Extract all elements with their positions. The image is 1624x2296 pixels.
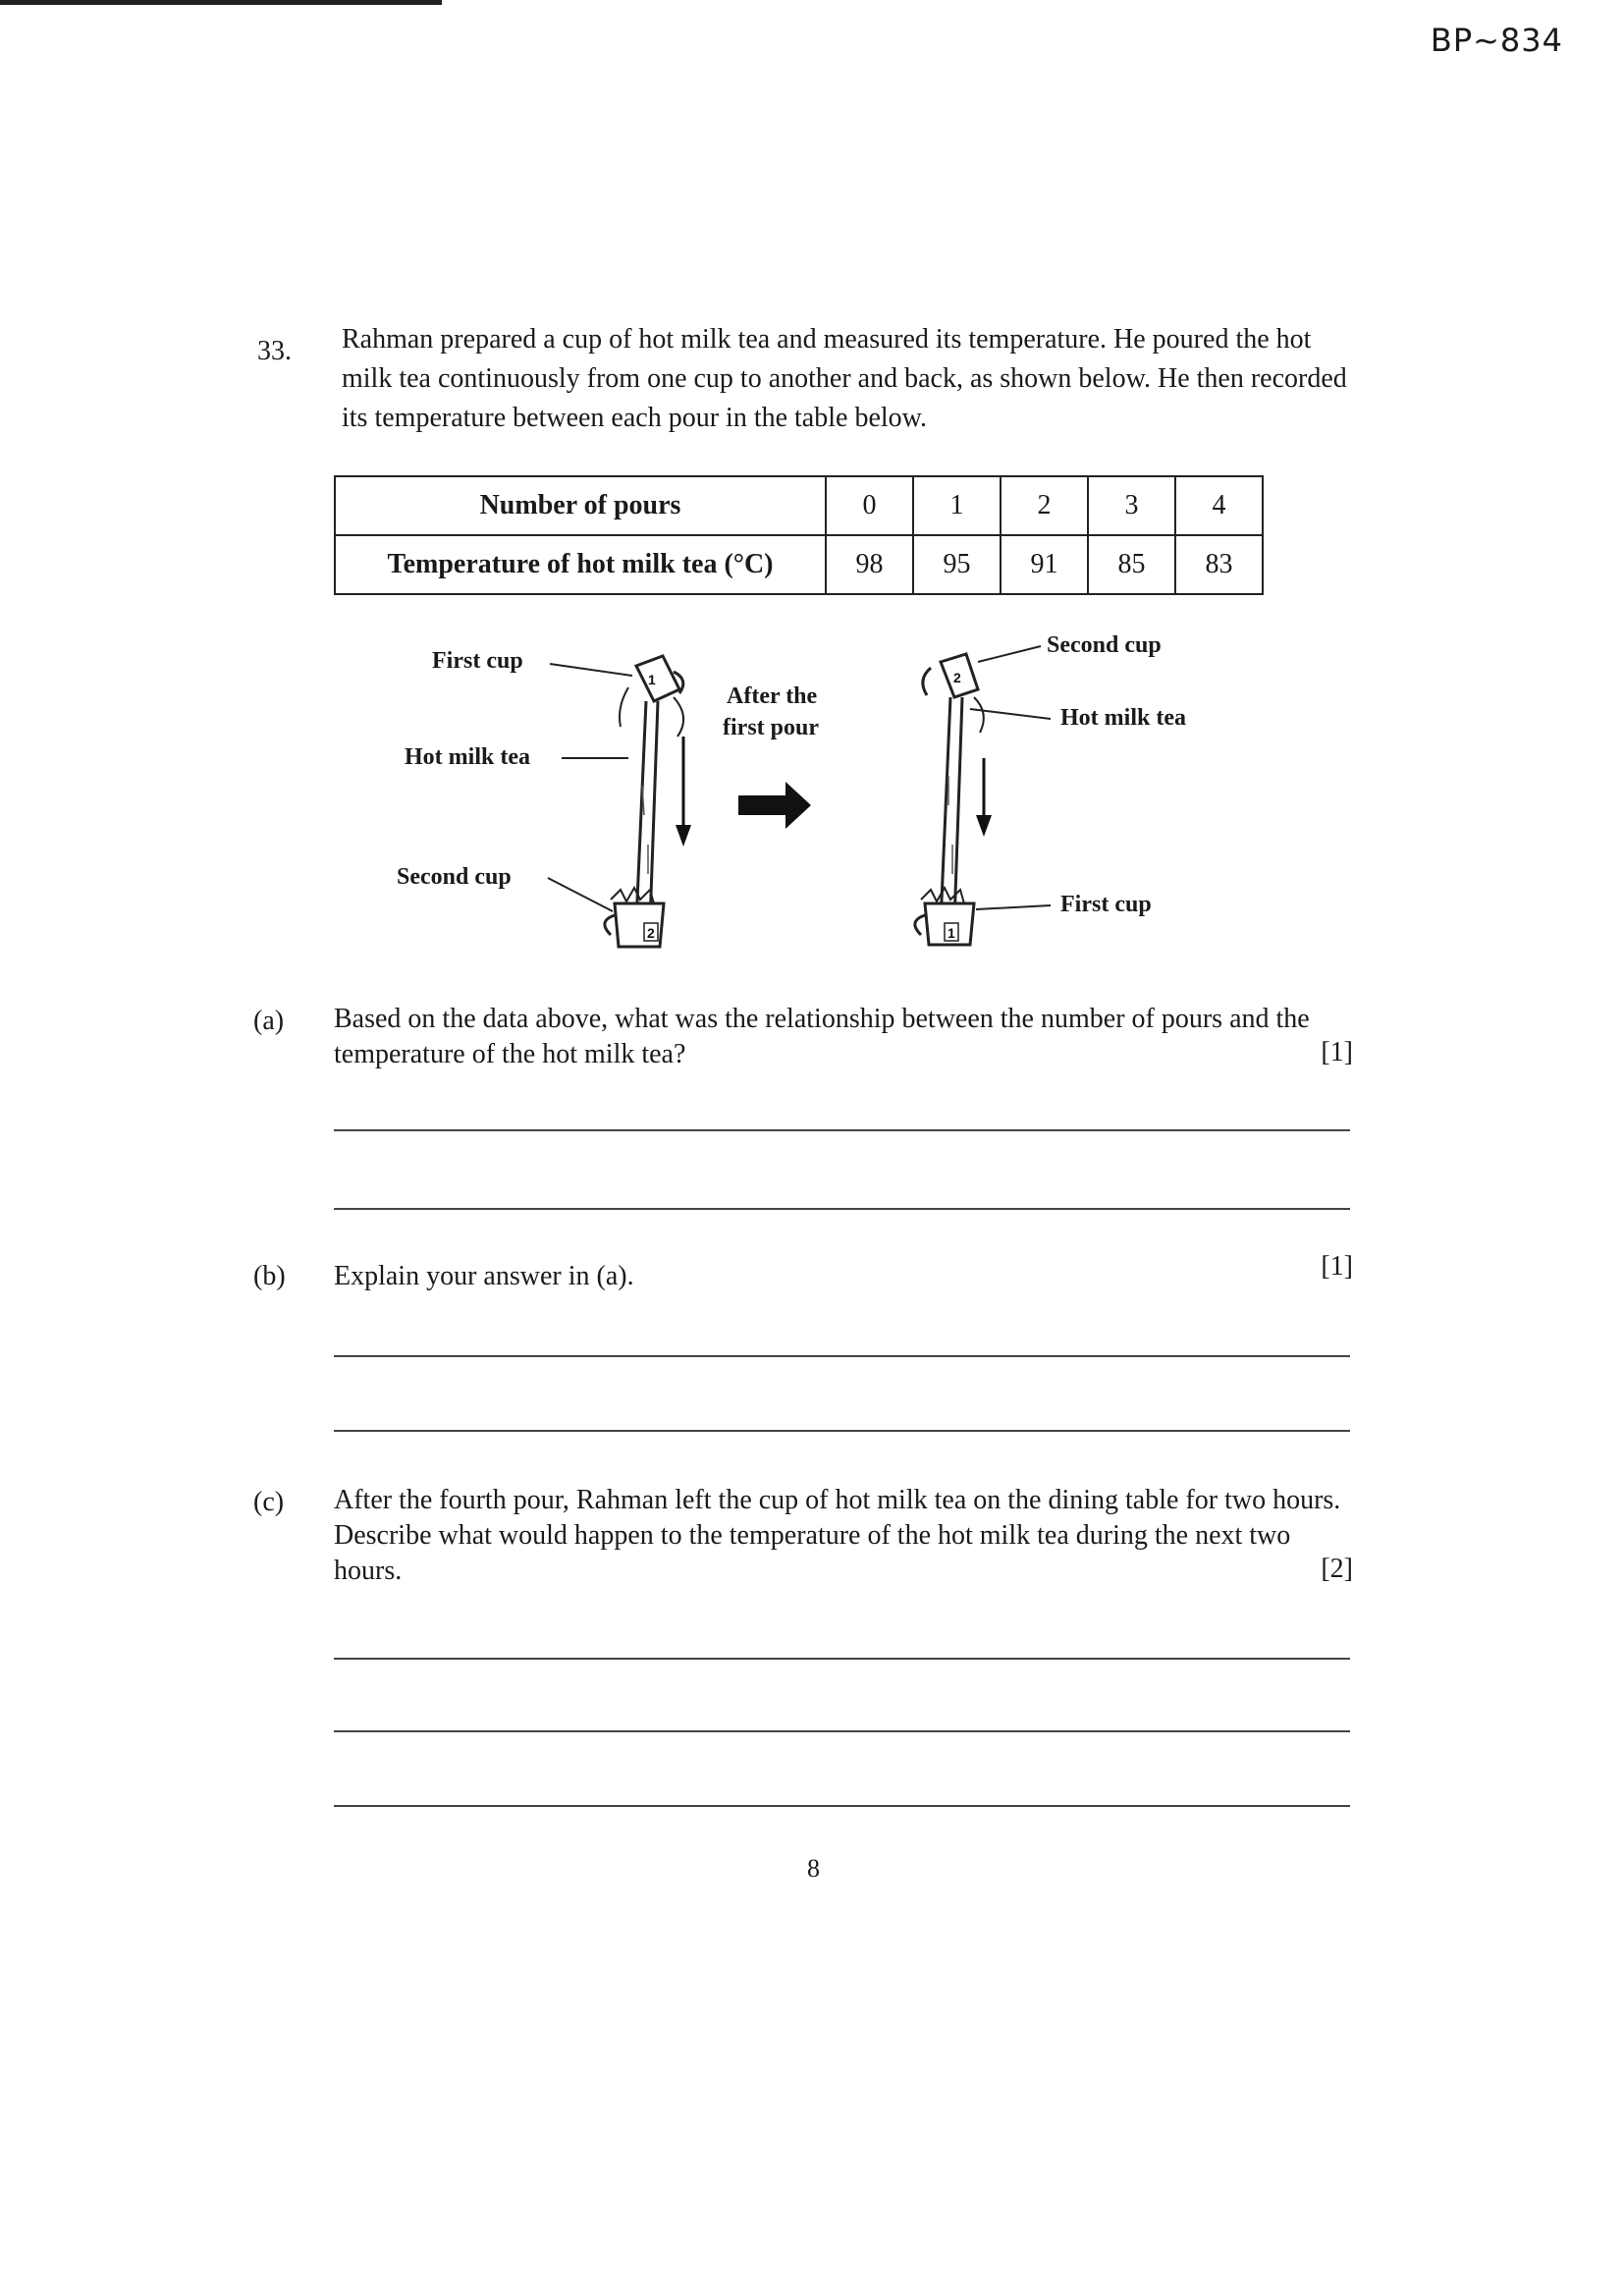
leader-line — [970, 709, 1051, 719]
answer-line[interactable] — [334, 1805, 1350, 1807]
leader-line — [548, 878, 613, 911]
temperature-cell: 95 — [913, 535, 1001, 594]
label-hot-milk-tea: Hot milk tea — [405, 744, 530, 770]
pours-cell: 2 — [1001, 476, 1088, 535]
tea-stream — [636, 701, 658, 923]
cup-number-1: 1 — [947, 925, 955, 941]
row-header-temperature: Temperature of hot milk tea (°C) — [335, 535, 826, 594]
answer-line[interactable] — [334, 1129, 1350, 1131]
top-rule — [0, 0, 442, 5]
cup-number-1: 1 — [648, 672, 656, 687]
leader-line — [978, 646, 1041, 662]
temperature-cell: 85 — [1088, 535, 1175, 594]
pours-cell: 0 — [826, 476, 913, 535]
temperature-cell: 91 — [1001, 535, 1088, 594]
bottom-cup-icon — [915, 888, 974, 945]
table-row — [335, 476, 1263, 535]
pouring-diagram — [383, 629, 1247, 962]
pours-cell: 1 — [913, 476, 1001, 535]
part-b-text: Explain your answer in (a). — [334, 1261, 634, 1291]
part-a-label: (a) — [253, 1006, 285, 1036]
answer-line[interactable] — [334, 1208, 1350, 1210]
label-first-cup: First cup — [432, 648, 523, 674]
down-arrow-icon — [976, 758, 992, 837]
arrow-caption-line1: After the — [727, 683, 818, 709]
left-scene — [548, 656, 691, 947]
temperature-cell: 83 — [1175, 535, 1263, 594]
part-c-label: (c) — [253, 1487, 285, 1517]
question-stem: Rahman prepared a cup of hot milk tea and measured its temperature. He poured the hot milk tea continuously from one cup to another and back, as shown below. He then recorded its temperature between each pour in the table below. — [342, 324, 1347, 433]
top-cup-icon — [620, 656, 683, 737]
label-second-cup: Second cup — [397, 864, 512, 890]
table-row — [335, 535, 1263, 594]
right-arrow-icon — [738, 782, 811, 829]
part-a-marks: [1] — [1321, 1037, 1353, 1067]
leader-line — [976, 905, 1051, 909]
label-second-cup: Second cup — [1047, 632, 1162, 658]
answer-line[interactable] — [334, 1355, 1350, 1357]
part-b-marks: [1] — [1321, 1251, 1353, 1282]
answer-line[interactable] — [334, 1730, 1350, 1732]
page-number: 8 — [807, 1854, 820, 1883]
data-table — [334, 475, 1264, 595]
pours-cell: 4 — [1175, 476, 1263, 535]
cup-number-2: 2 — [953, 670, 961, 685]
label-first-cup: First cup — [1060, 892, 1152, 917]
pours-cell: 3 — [1088, 476, 1175, 535]
part-b-label: (b) — [253, 1261, 286, 1291]
part-c-text: After the fourth pour, Rahman left the cup of hot milk tea on the dining table for two hours. Describe what would happen to the temperature of the hot milk tea during the next two hours. — [334, 1485, 1341, 1586]
question-number: 33. — [257, 336, 292, 366]
document-code: BP~834 — [1430, 22, 1563, 59]
part-c-marks: [2] — [1321, 1554, 1353, 1584]
top-cup-icon — [923, 654, 984, 733]
right-scene — [915, 646, 1051, 945]
answer-line[interactable] — [334, 1430, 1350, 1432]
part-a-text: Based on the data above, what was the relationship between the number of pours and the temperature of the hot milk tea? — [334, 1004, 1310, 1069]
label-hot-milk-tea: Hot milk tea — [1060, 705, 1186, 731]
row-header-pours: Number of pours — [335, 476, 826, 535]
arrow-caption-line2: first pour — [723, 715, 819, 740]
cup-number-2: 2 — [647, 925, 655, 941]
answer-line[interactable] — [334, 1658, 1350, 1660]
leader-line — [550, 664, 632, 676]
temperature-cell: 98 — [826, 535, 913, 594]
down-arrow-icon — [676, 737, 691, 847]
bottom-cup-icon — [605, 888, 664, 947]
